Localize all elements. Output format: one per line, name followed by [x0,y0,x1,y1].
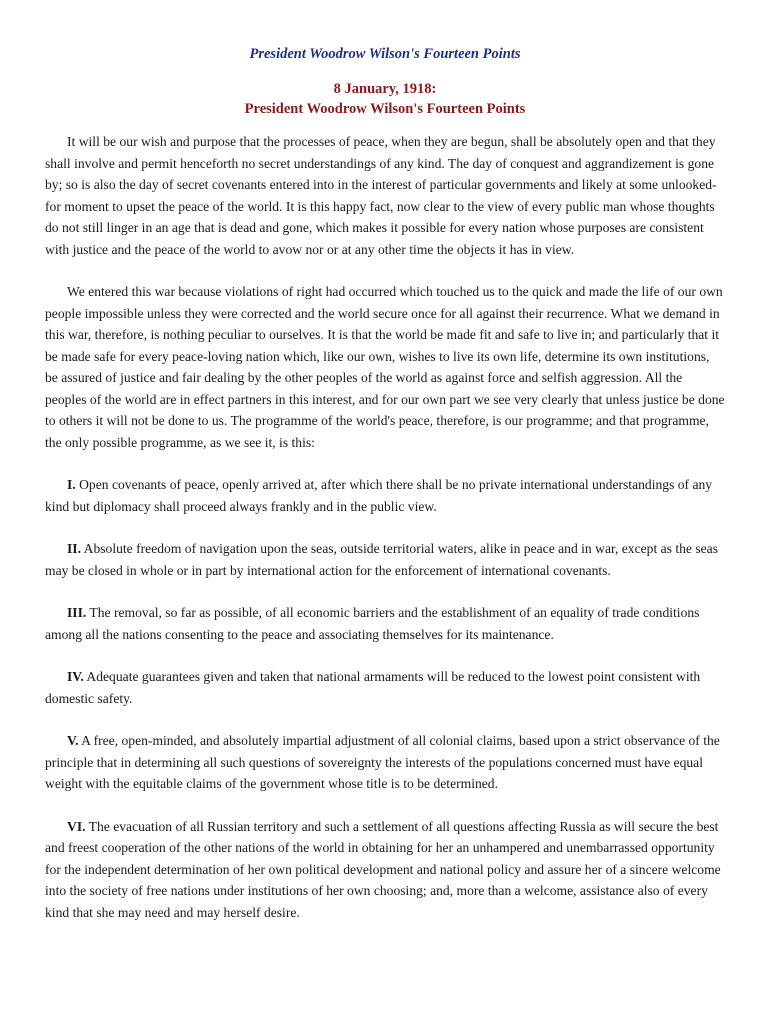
date-heading: 8 January, 1918: [333,81,437,97]
point-5 [45,730,725,795]
point-numeral: I. [67,477,76,492]
point-text: Absolute freedom of navigation upon the seas, outside territorial waters, alike in peace and in war, except as the seas may be closed in whole or in part by international action for the enforcement of international covenants. [45,541,718,578]
point-text: Open covenants of peace, openly arrived at, after which there shall be no private international understandings of any kind but diplomacy shall proceed always frankly and in the public view. [45,477,713,514]
point-text: A free, open-minded, and absolutely impartial adjustment of all colonial claims, based upon a strict observance of the principle that in determining all such questions of sovereignty the interests of the populations concerned must have equal weight with the equitable claims of the government whose title is to be determined. [45,733,720,791]
point-text: Adequate guarantees given and taken that national armaments will be reduced to the lowest point consistent with domestic safety. [45,669,701,706]
point-3 [45,602,725,645]
point-numeral: III. [67,605,87,620]
intro-paragraph-2: We entered this war because violations of right had occurred which touched us to the quick and made the life of our own people impossible unless they were corrected and the world secure once for all against their recurrence. What we demand in this war, therefore, is nothing peculiar to ourselves. It is that the world be made fit and safe to live in; and particularly that it be made safe for every peace-loving nation which, like our own, wishes to live its own life, determine its own institutions, be assured of justice and fair dealing by the other peoples of the world as against force and selfish aggression. All the peoples of the world are in effect partners in this interest, and for our own part we see very clearly that unless justice be done to others it will not be done to us. The programme of the world's peace, therefore, is our programme; and that programme, the only possible programme, as we see it, is this: [45,284,725,450]
point-numeral: VI. [67,818,86,834]
intro-paragraph-1: It will be our wish and purpose that the processes of peace, when they are begun, shall be absolutely open and that they shall involve and permit henceforth no secret understandings of any kind. The day of conquest and aggrandizement is gone by; so is also the day of secret covenants entered into in the interest of particular governments and likely at some unlooked-for moment to upset the peace of the world. It is this happy fact, now clear to the view of every public man whose thoughts do not still linger in an age that is dead and gone, which makes it possible for every nation whose purposes are consistent with justice and the peace of the world to avow nor or at any other time the objects it has in view. [45,134,717,257]
document-page [45,44,725,944]
subtitle-heading: President Woodrow Wilson's Fourteen Points [244,101,526,117]
point-numeral: II. [67,541,81,556]
point-2 [45,538,725,581]
point-numeral: IV. [67,669,84,684]
point-1 [45,474,725,517]
point-text: The evacuation of all Russian territory and such a settlement of all questions affecting Russia as will secure the best and freest cooperation of the other nations of the world in obtaining for her an unhampered and unembarrassed opportunity for the independent determination of her own political development and national policy and assure her of a sincere welcome into the society of free nations under institutions of her own choosing; and, more than a welcome, assistance also of every kind that she may need and may herself desire. [45,818,721,920]
point-6 [45,816,725,924]
document-title: President Woodrow Wilson's Fourteen Points [249,46,521,62]
point-text: The removal, so far as possible, of all economic barriers and the establishment of an equality of trade conditions among all the nations consenting to the peace and associating themselves for its maintenance. [45,605,700,642]
point-4 [45,666,725,709]
point-numeral: V. [67,733,79,748]
